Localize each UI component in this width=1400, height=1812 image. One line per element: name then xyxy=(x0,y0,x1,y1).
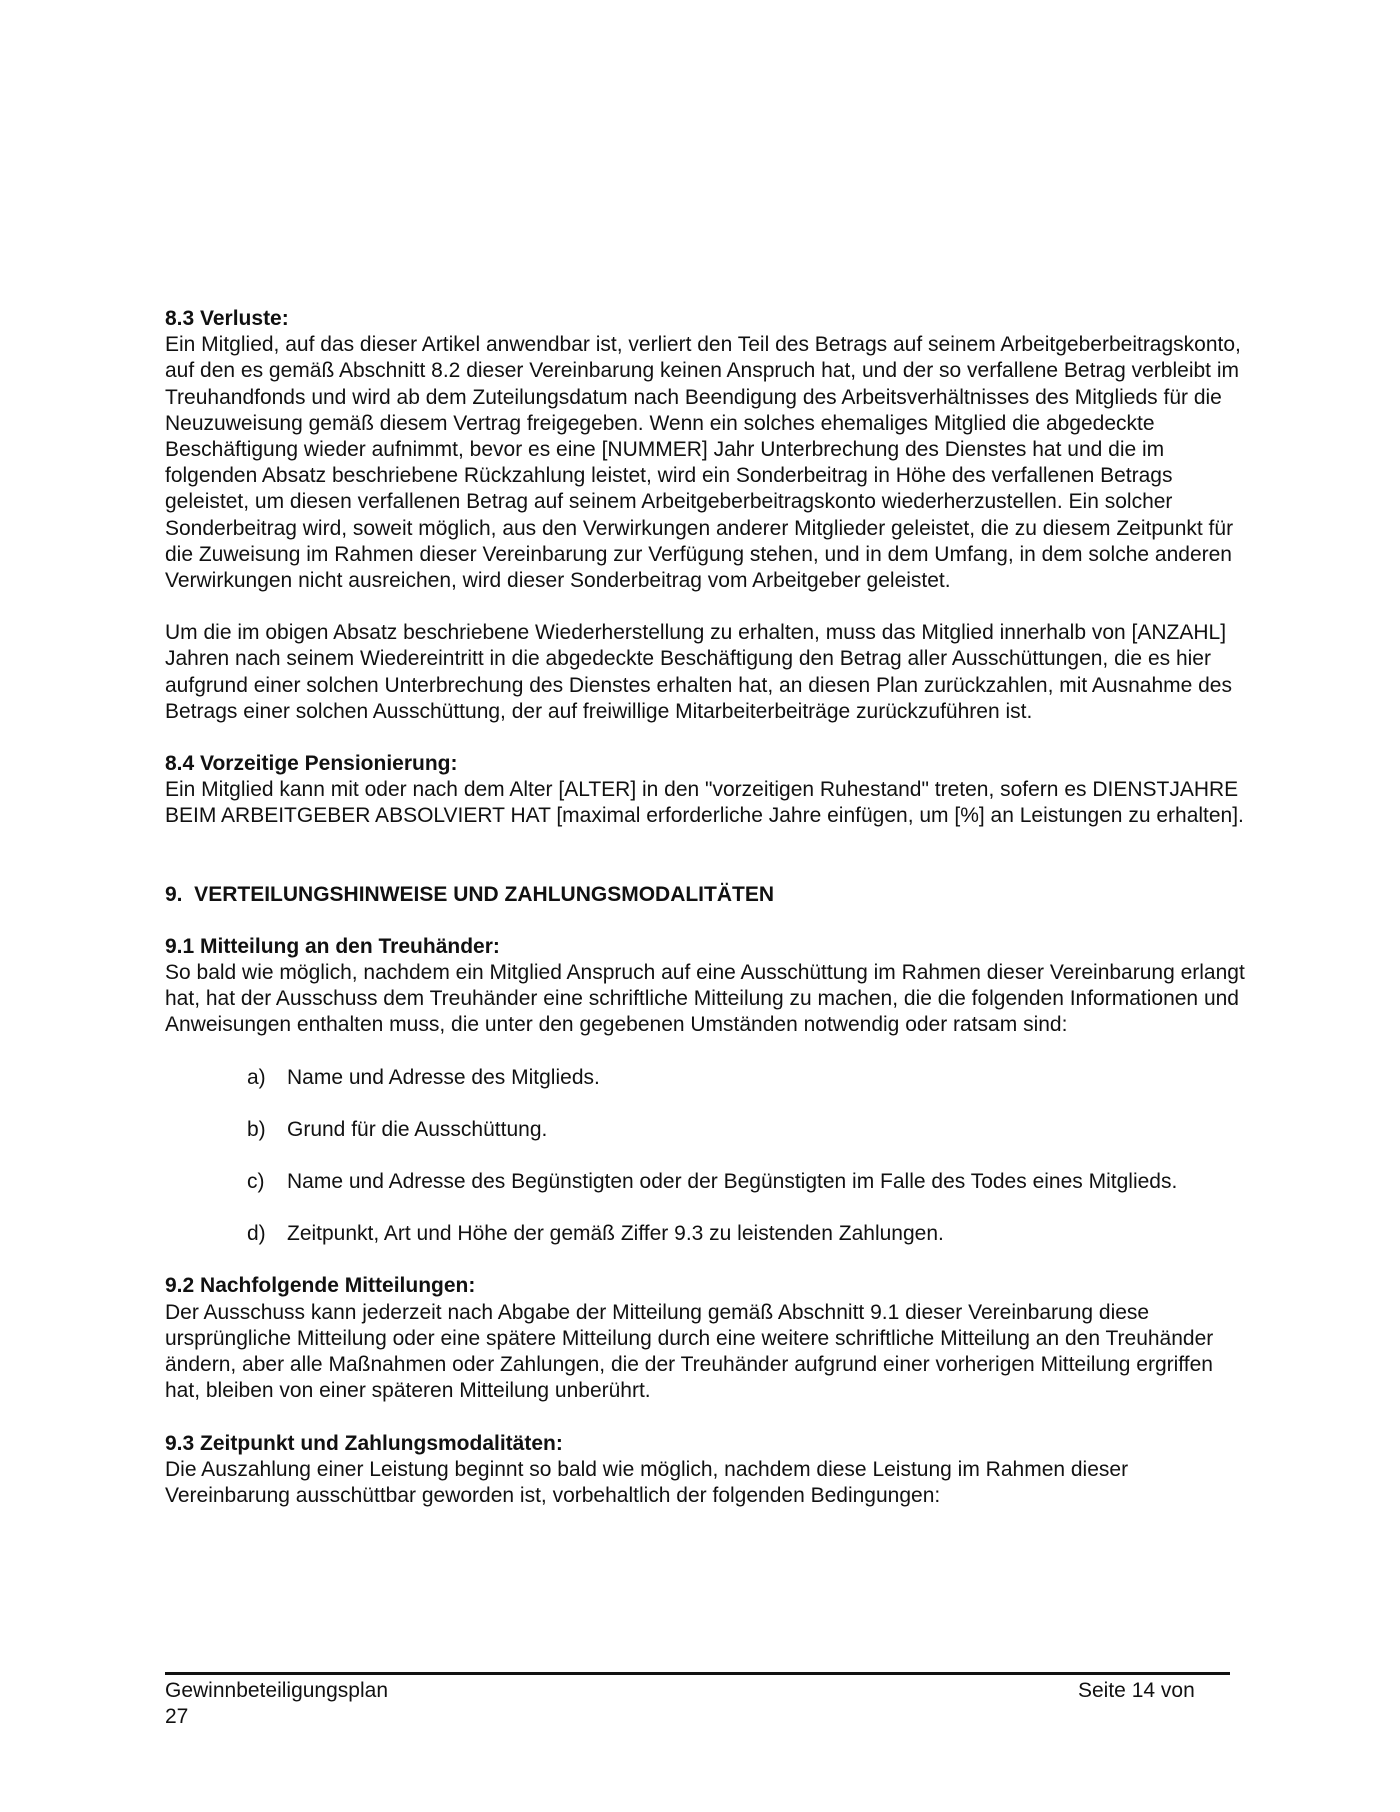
section-9-2-body: Der Ausschuss kann jederzeit nach Abgabe der Mitteilung gemäß Abschnitt 9.1 dieser Vereinbarung diese ursprüngliche Mitteilung oder eine spätere Mitteilung durch eine weitere schriftliche Mitteilung an den Treuhänder ändern, aber alle Maßnahmen oder Zahlungen, die der Treuhänder aufgrund einer vorherigen Mitteilung ergriffen hat, bleiben von einer späteren Mitteilung unberührt. xyxy=(165,1300,1214,1403)
list-item-text: Name und Adresse des Mitglieds. xyxy=(287,1065,600,1089)
section-9-2-heading: 9.2 Nachfolgende Mitteilungen: xyxy=(165,1274,476,1298)
section-8-4-body: Ein Mitglied kann mit oder nach dem Alter [ALTER] in den "vorzeitigen Ruhestand" treten, sofern es DIENSTJAHRE BEIM ARBEITGEBER ABSOLVIERT HAT [maximal erforderliche Jahre einfügen, um [%] an Leistungen zu erhalten]. xyxy=(165,778,1244,828)
list-marker: b) xyxy=(247,1117,266,1141)
list-item-text: Grund für die Ausschüttung. xyxy=(287,1117,548,1141)
page-content xyxy=(165,306,1245,1509)
footer-divider xyxy=(165,1672,1230,1675)
list-item xyxy=(165,1169,1245,1195)
section-9-1-list xyxy=(165,1065,1245,1248)
list-marker: c) xyxy=(247,1170,265,1194)
list-item xyxy=(165,1117,1245,1143)
list-marker: d) xyxy=(247,1222,266,1246)
section-9-3-body: Die Auszahlung einer Leistung beginnt so bald wie möglich, nachdem diese Leistung im Rahmen dieser Vereinbarung ausschüttbar geworden ist, vorbehaltlich der folgenden Bedingungen: xyxy=(165,1457,1129,1507)
section-9-1-heading: 9.1 Mitteilung an den Treuhänder: xyxy=(165,934,500,958)
section-8-4-heading: 8.4 Vorzeitige Pensionierung: xyxy=(165,752,458,776)
section-8-3-heading: 8.3 Verluste: xyxy=(165,307,289,330)
section-9-1-body: So bald wie möglich, nachdem ein Mitglied Anspruch auf eine Ausschüttung im Rahmen dieser Vereinbarung erlangt hat, hat der Ausschuss dem Treuhänder eine schriftliche Mitteilung zu machen, die die folgenden Informationen und Anweisungen enthalten muss, die unter den gegebenen Umständen notwendig oder ratsam sind: xyxy=(165,961,1245,1037)
section-8-3-paragraph-2: Um die im obigen Absatz beschriebene Wiederherstellung zu erhalten, muss das Mitglied innerhalb von [ANZAHL] Jahren nach seinem Wiedereintritt in die abgedeckte Beschäftigung den Betrag aller Ausschüttungen, die es hier aufgrund einer solchen Unterbrechung des Dienstes erhalten hat, an diesen Plan zurückzahlen, mit Ausnahme des Betrags einer solchen Ausschüttung, der auf freiwillige Mitarbeiterbeiträge zurückzuführen ist. xyxy=(165,621,1232,723)
footer-total-pages: 27 xyxy=(165,1705,189,1729)
footer-page-number: Seite 14 von xyxy=(1078,1679,1195,1702)
list-item-text: Zeitpunkt, Art und Höhe der gemäß Ziffer 9.3 zu leistenden Zahlungen. xyxy=(287,1222,944,1246)
list-marker: a) xyxy=(247,1065,266,1089)
footer-left xyxy=(165,1678,388,1730)
list-item-text: Name und Adresse des Begünstigten oder der Begünstigten im Falle des Todes eines Mitglieds. xyxy=(287,1170,1178,1194)
footer-document-title: Gewinnbeteiligungsplan xyxy=(165,1679,388,1702)
list-item xyxy=(165,1065,1245,1091)
list-item xyxy=(165,1221,1245,1247)
section-8-3-paragraph-1: Ein Mitglied, auf das dieser Artikel anwendbar ist, verliert den Teil des Betrags auf seinem Arbeitgeberbeitragskonto, auf den es gemäß Abschnitt 8.2 dieser Vereinbarung keinen Anspruch hat, und der so verfallene Betrag verbleibt im Treuhandfonds und wird ab dem Zuteilungsdatum nach Beendigung des Arbeitsverhältnisses des Mitglieds für die Neuzuweisung gemäß diesem Vertrag freigegeben. Wenn ein solches ehemaliges Mitglied die abgedeckte Beschäftigung wieder aufnimmt, bevor es eine [NUMMER] Jahr Unterbrechung des Dienstes hat und die im folgenden Absatz beschriebene Rückzahlung leistet, wird ein Sonderbeitrag in Höhe des verfallenen Betrags geleistet, um diesen verfallenen Betrag auf seinem Arbeitgeberbeitragskonto wiederherzustellen. Ein solcher Sonderbeitrag wird, soweit möglich, aus den Verwirkungen anderer Mitglieder geleistet, die zu diesem Zeitpunkt für die Zuweisung im Rahmen dieser Vereinbarung zur Verfügung stehen, und in dem Umfang, in dem solche anderen Verwirkungen nicht ausreichen, wird dieser Sonderbeitrag vom Arbeitgeber geleistet. xyxy=(165,333,1241,593)
section-9-title: 9. VERTEILUNGSHINWEISE UND ZAHLUNGSMODALITÄTEN xyxy=(165,882,775,906)
section-9-3-heading: 9.3 Zeitpunkt und Zahlungsmodalitäten: xyxy=(165,1431,563,1455)
